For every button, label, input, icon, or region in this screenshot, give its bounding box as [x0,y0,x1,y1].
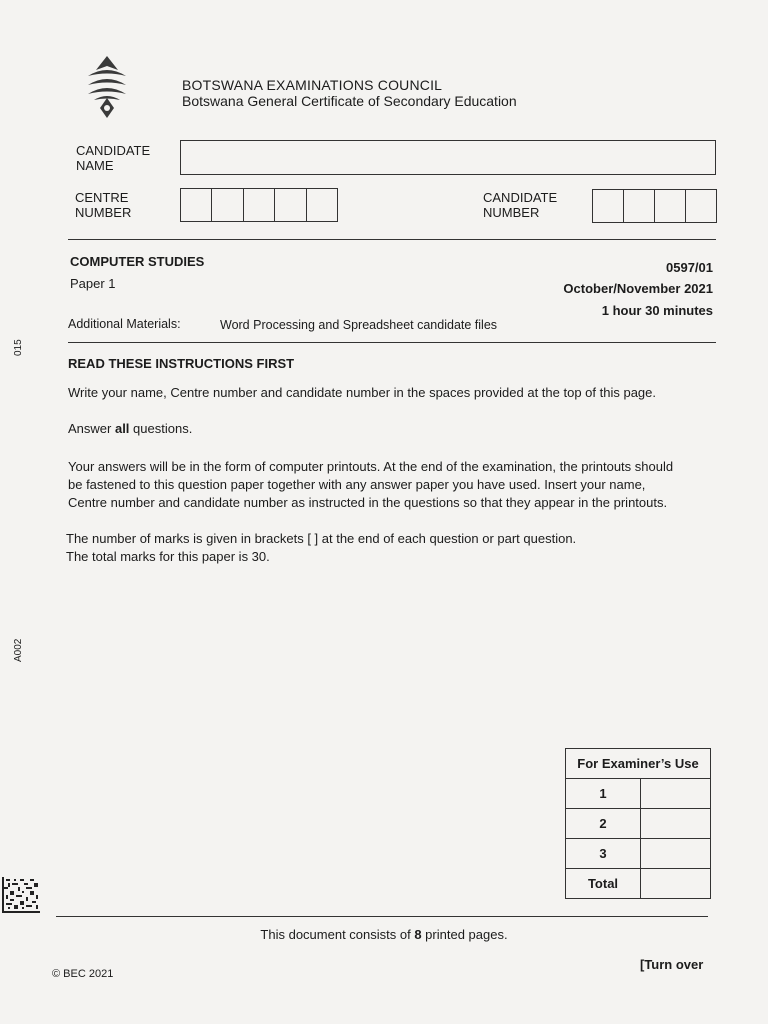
candidate-name-field[interactable] [180,140,716,175]
additional-materials-label: Additional Materials: [68,317,181,331]
candidate-number-cell[interactable] [624,190,655,222]
mark-cell [641,809,711,839]
examiner-use-table [565,748,711,899]
candidate-number-cell[interactable] [593,190,624,222]
page-count: This document consists of 8 printed pages. [260,927,508,942]
examiner-use-heading: For Examiner’s Use [566,749,711,779]
table-row: Total [566,869,711,899]
turn-over: [Turn over [640,957,704,972]
paper-code: 0597/01 [666,260,713,275]
centre-number-cell[interactable] [275,189,306,221]
divider [68,342,716,343]
copyright: © BEC 2021 [52,968,114,980]
instruction-answer-all: Answer all questions. [68,421,193,436]
footer-divider [56,916,708,917]
centre-number-cell[interactable] [307,189,337,221]
exam-session: October/November 2021 [563,281,713,296]
mark-cell [641,779,711,809]
council-name: BOTSWANA EXAMINATIONS COUNCIL [182,77,443,93]
additional-materials: Word Processing and Spreadsheet candidate files [220,318,498,332]
instruction-name: Write your name, Centre number and candidate number in the spaces provided at the top of this page. [68,385,656,400]
divider [68,239,716,240]
datamatrix-barcode-icon [2,877,40,913]
bec-logo-icon [84,54,130,120]
centre-number-label: CENTRE NUMBER [75,190,132,220]
certificate-name: Botswana General Certificate of Secondary Education [182,93,517,109]
centre-number-field[interactable] [180,188,338,222]
centre-number-cell[interactable] [212,189,243,221]
subject-title: COMPUTER STUDIES [70,254,205,269]
table-row: 2 [566,809,711,839]
table-row: 1 [566,779,711,809]
side-code-top: 015 [13,339,24,356]
candidate-number-label: CANDIDATE NUMBER [483,190,558,220]
paper-number: Paper 1 [70,276,116,291]
centre-number-cell[interactable] [244,189,275,221]
total-cell [641,869,711,899]
centre-number-cell[interactable] [181,189,212,221]
instruction-marks: The number of marks is given in brackets [ ] at the end of each question or part question. The total marks for this paper is 30. [66,531,577,564]
side-code-middle: A002 [13,638,24,662]
candidate-number-cell[interactable] [686,190,716,222]
table-row: 3 [566,839,711,869]
candidate-name-label: CANDIDATE NAME [76,143,151,173]
mark-cell [641,839,711,869]
instructions-heading: READ THESE INSTRUCTIONS FIRST [68,356,295,371]
candidate-number-field[interactable] [592,189,717,223]
instruction-printouts: Your answers will be in the form of computer printouts. At the end of the examination, the printouts should be fastened to this question paper together with any answer paper you have used. Insert your name, Centre number and candidate number as instructed in the questions so that they appear in the printouts. [68,459,674,510]
candidate-number-cell[interactable] [655,190,686,222]
exam-duration: 1 hour 30 minutes [601,303,713,318]
